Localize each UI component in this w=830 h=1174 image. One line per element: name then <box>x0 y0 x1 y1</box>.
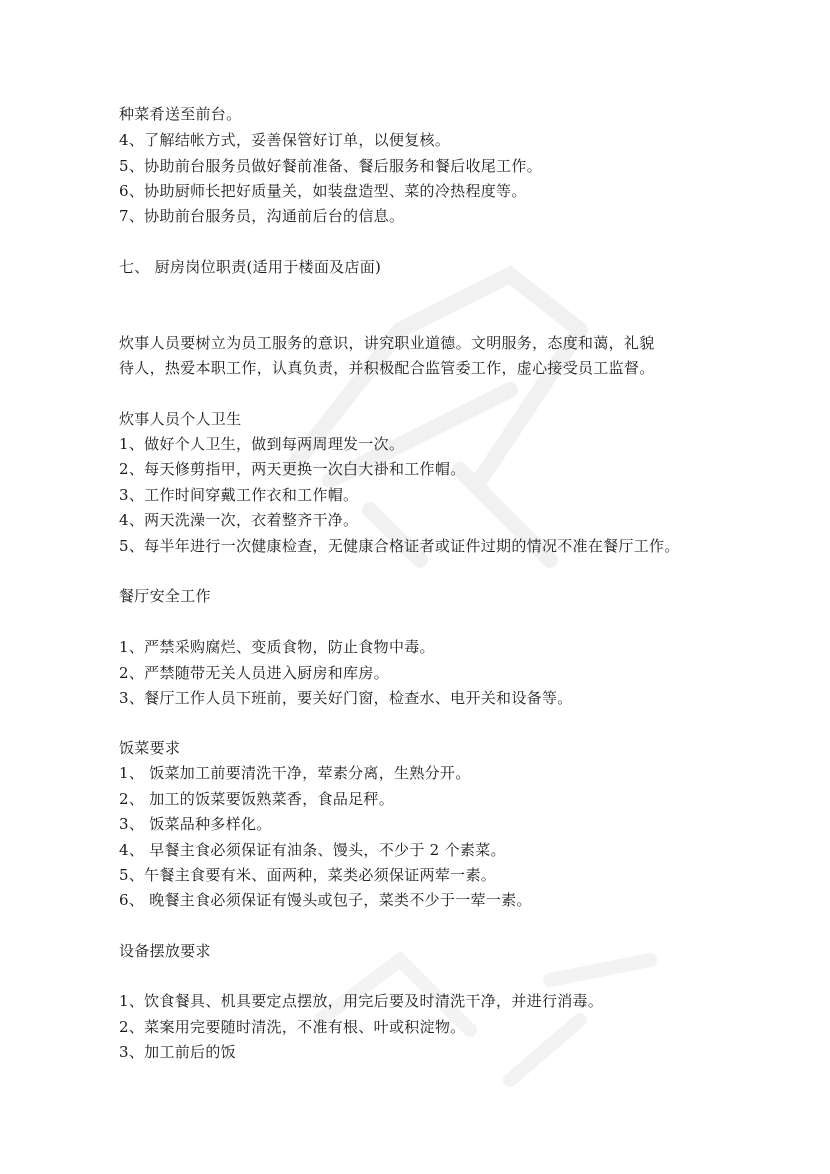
intro-line: 种菜肴送至前台。 <box>119 105 242 123</box>
intro-line: 4、了解结帐方式，妥善保管好订单，以便复核。 <box>119 131 451 149</box>
intro-line: 6、协助厨师长把好质量关，如装盘造型、菜的冷热程度等。 <box>119 182 527 200</box>
list-item: 3、加工前后的饭 <box>119 1043 236 1061</box>
list-item: 2、每天修剪指甲，两天更换一次白大褂和工作帽。 <box>119 460 466 478</box>
paragraph-line: 炊事人员要树立为员工服务的意识，讲究职业道德。文明服务，态度和蔼，礼貌 <box>119 334 655 352</box>
paragraph-line: 待人，热爱本职工作，认真负责，并积极配合监管委工作，虚心接受员工监督。 <box>119 359 655 377</box>
section-heading: 七、 厨房岗位职责(适用于楼面及店面) <box>119 258 382 276</box>
list-item: 4、两天洗澡一次，衣着整齐干净。 <box>119 511 359 529</box>
food-title: 饭菜要求 <box>119 739 181 757</box>
list-item: 1、饮食餐具、机具要定点摆放，用完后要及时清洗干净，并进行消毒。 <box>119 992 604 1010</box>
list-item: 1、严禁采购腐烂、变质食物，防止食物中毒。 <box>119 638 435 656</box>
list-item: 3、餐厅工作人员下班前，要关好门窗，检查水、电开关和设备等。 <box>119 689 573 707</box>
list-item: 4、 早餐主食必须保证有油条、馒头，不少于 2 个素菜。 <box>119 841 506 859</box>
safety-title: 餐厅安全工作 <box>119 587 211 605</box>
list-item: 3、 饭菜品种多样化。 <box>119 815 272 833</box>
hygiene-title: 炊事人员个人卫生 <box>119 410 242 428</box>
list-item: 5、每半年进行一次健康检查，无健康合格证者或证件过期的情况不准在餐厅工作。 <box>119 537 680 555</box>
intro-line: 5、协助前台服务员做好餐前准备、餐后服务和餐后收尾工作。 <box>119 157 542 175</box>
list-item: 1、 饭菜加工前要清洗干净，荤素分离，生熟分开。 <box>119 764 471 782</box>
intro-line: 7、协助前台服务员，沟通前后台的信息。 <box>119 207 405 225</box>
equipment-title: 设备摆放要求 <box>119 942 211 960</box>
list-item: 3、工作时间穿戴工作衣和工作帽。 <box>119 486 359 504</box>
list-item: 6、 晚餐主食必须保证有馒头或包子，菜类不少于一荤一素。 <box>119 891 532 909</box>
list-item: 2、菜案用完要随时清洗，不准有根、叶或积淀物。 <box>119 1018 466 1036</box>
list-item: 1、做好个人卫生，做到每两周理发一次。 <box>119 435 405 453</box>
list-item: 2、严禁随带无关人员进入厨房和库房。 <box>119 664 389 682</box>
list-item: 2、 加工的饭菜要饭熟菜香，食品足秤。 <box>119 790 395 808</box>
list-item: 5、午餐主食要有米、面两种，菜类必须保证两荤一素。 <box>119 866 497 884</box>
